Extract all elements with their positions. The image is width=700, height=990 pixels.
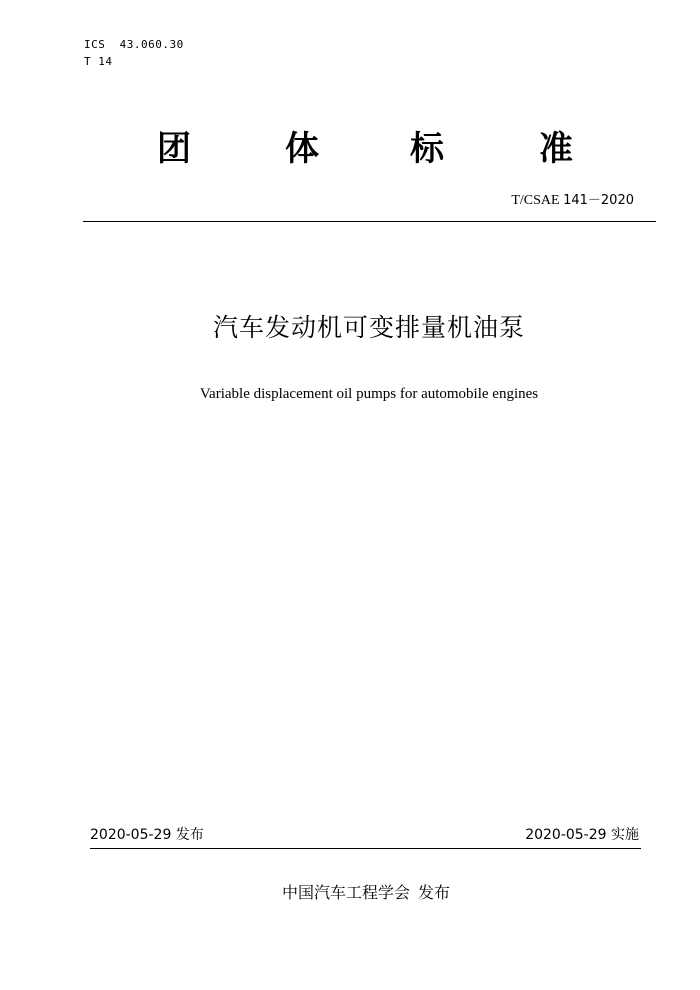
issue-date: 2020-05-29 发布 [90, 827, 204, 843]
category-code: T 14 [84, 55, 113, 68]
footer-divider [90, 848, 641, 849]
implementation-date: 2020-05-29 实施 [525, 827, 639, 843]
classification-block [84, 36, 184, 70]
standard-number-value: 141－2020 [563, 193, 634, 208]
heading-char-4: 准 [539, 129, 573, 169]
heading-char-3: 标 [410, 129, 444, 169]
heading-char-1: 团 [157, 129, 191, 169]
document-title-chinese: 汽车发动机可变排量机油泵 [212, 313, 525, 342]
publisher-line [0, 881, 700, 905]
publisher-name: 中国汽车工程学会 [281, 883, 410, 902]
standard-type-heading [0, 126, 700, 176]
publisher-action: 发布 [418, 883, 451, 902]
header-divider [83, 221, 656, 222]
heading-char-2: 体 [285, 129, 319, 169]
document-title-english: Variable displacement oil pumps for automobile engines [199, 386, 539, 402]
ics-code: ICS 43.060.30 [84, 38, 184, 51]
standard-number-prefix: T/CSAE [511, 193, 560, 208]
standard-number [511, 192, 634, 210]
